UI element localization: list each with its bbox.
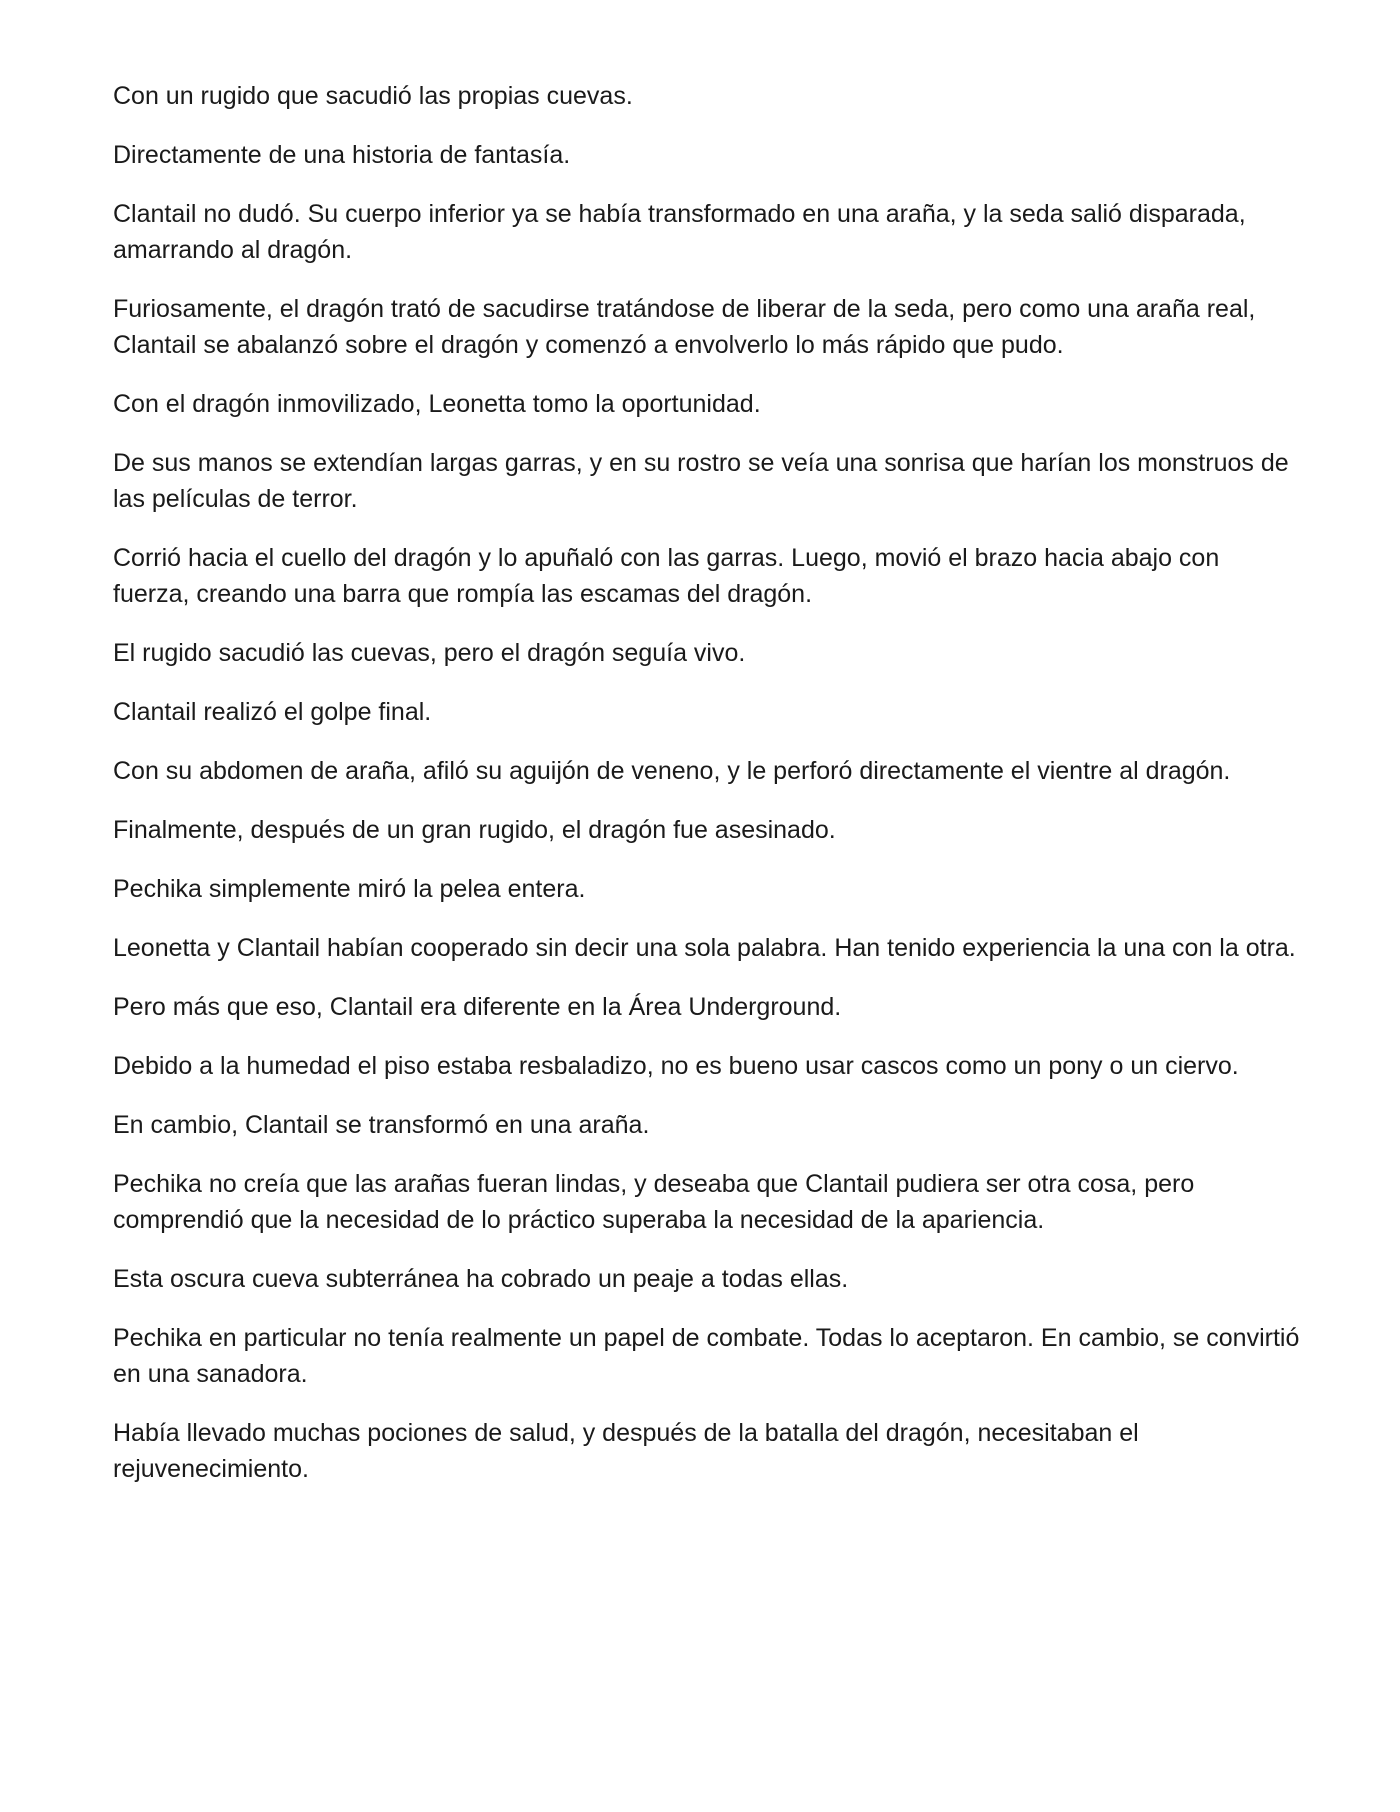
paragraph: Furiosamente, el dragón trató de sacudirse tratándose de liberar de la seda, pero como una araña real, Clantail se abalanzó sobre el dragón y comenzó a envolverlo lo más rápido que pudo. bbox=[113, 295, 1256, 359]
paragraph: En cambio, Clantail se transformó en una araña. bbox=[113, 1111, 650, 1139]
paragraph: Pero más que eso, Clantail era diferente en la Área Underground. bbox=[113, 993, 842, 1021]
paragraph: Clantail no dudó. Su cuerpo inferior ya se había transformado en una araña, y la seda salió disparada, amarrando al dragón. bbox=[113, 200, 1246, 264]
paragraph: Esta oscura cueva subterránea ha cobrado un peaje a todas ellas. bbox=[113, 1265, 849, 1293]
paragraph: Leonetta y Clantail habían cooperado sin decir una sola palabra. Han tenido experiencia la una con la otra. bbox=[113, 934, 1296, 962]
paragraph: Había llevado muchas pociones de salud, y después de la batalla del dragón, necesitaban el rejuvenecimiento. bbox=[113, 1419, 1139, 1483]
paragraph: Con su abdomen de araña, afiló su aguijón de veneno, y le perforó directamente el vientre al dragón. bbox=[113, 757, 1231, 785]
paragraph: Finalmente, después de un gran rugido, el dragón fue asesinado. bbox=[113, 816, 836, 844]
paragraph: Pechika no creía que las arañas fueran lindas, y deseaba que Clantail pudiera ser otra cosa, pero comprendió que la necesidad de lo práctico superaba la necesidad de la apariencia. bbox=[113, 1170, 1195, 1234]
paragraph: Con el dragón inmovilizado, Leonetta tomo la oportunidad. bbox=[113, 390, 761, 418]
paragraph: Pechika en particular no tenía realmente un papel de combate. Todas lo aceptaron. En cambio, se convirtió en una sanadora. bbox=[113, 1324, 1300, 1388]
paragraph: Corrió hacia el cuello del dragón y lo apuñaló con las garras. Luego, movió el brazo hacia abajo con fuerza, creando una barra que rompía las escamas del dragón. bbox=[113, 544, 1220, 608]
paragraph: El rugido sacudió las cuevas, pero el dragón seguía vivo. bbox=[113, 639, 746, 667]
paragraph: Debido a la humedad el piso estaba resbaladizo, no es bueno usar cascos como un pony o un ciervo. bbox=[113, 1052, 1239, 1080]
paragraph: De sus manos se extendían largas garras, y en su rostro se veía una sonrisa que harían los monstruos de las películas de terror. bbox=[113, 449, 1289, 513]
paragraph: Clantail realizó el golpe final. bbox=[113, 698, 432, 726]
paragraph: Pechika simplemente miró la pelea entera. bbox=[113, 875, 586, 903]
paragraph: Directamente de una historia de fantasía. bbox=[113, 141, 571, 169]
paragraph: Con un rugido que sacudió las propias cuevas. bbox=[113, 82, 633, 110]
